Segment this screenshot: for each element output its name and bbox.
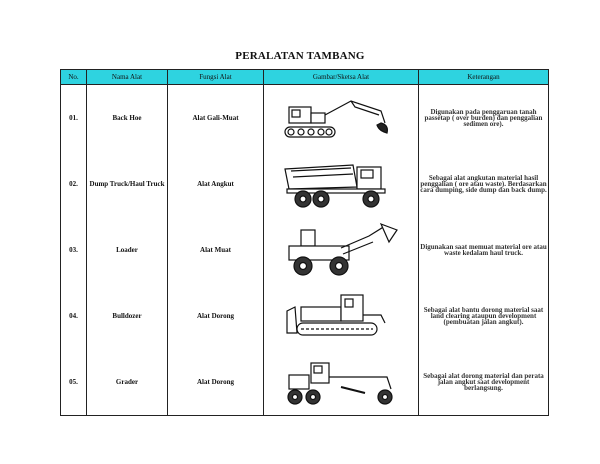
row-keterangan: Digunakan saat memuat material ore atau waste kedalam haul truck. xyxy=(419,217,549,283)
row-nama: Back Hoe xyxy=(87,85,168,152)
header-no: No. xyxy=(61,70,87,85)
header-keterangan: Keterangan xyxy=(419,70,549,85)
table-row xyxy=(61,283,549,349)
row-nama: Grader xyxy=(87,349,168,416)
dump-truck-icon xyxy=(281,159,401,209)
row-nama: Loader xyxy=(87,217,168,283)
row-no: 02. xyxy=(61,151,87,217)
row-no: 01. xyxy=(61,85,87,152)
page-title: PERALATAN TAMBANG xyxy=(235,50,365,62)
table-row xyxy=(61,151,549,217)
row-image xyxy=(264,217,419,283)
bulldozer-icon xyxy=(281,291,401,341)
row-keterangan: Digunakan pada penggaruan tanah passetap ( over burden) dan penggalian sedimen ore). xyxy=(419,85,549,152)
row-image xyxy=(264,151,419,217)
row-fungsi: Alat Gali-Muat xyxy=(168,85,264,152)
backhoe-icon xyxy=(281,93,401,143)
header-fungsi-alat: Fungsi Alat xyxy=(168,70,264,85)
grader-icon xyxy=(281,357,401,407)
row-image xyxy=(264,85,419,152)
row-image xyxy=(264,349,419,416)
row-fungsi: Alat Muat xyxy=(168,217,264,283)
header-gambar: Gambar/Sketsa Alat xyxy=(264,70,419,85)
row-fungsi: Alat Angkut xyxy=(168,151,264,217)
loader-icon xyxy=(281,222,401,278)
row-no: 05. xyxy=(61,349,87,416)
table-row xyxy=(61,85,549,152)
table-header-row xyxy=(61,70,549,85)
header-nama-alat: Nama Alat xyxy=(87,70,168,85)
row-no: 03. xyxy=(61,217,87,283)
row-fungsi: Alat Dorong xyxy=(168,349,264,416)
equipment-table xyxy=(60,69,549,416)
row-keterangan: Sebagai alat angkutan material hasil penggalian ( ore atau waste). Berdasarkan cara dumping, side dump dan back dump. xyxy=(419,151,549,217)
row-no: 04. xyxy=(61,283,87,349)
row-nama: Dump Truck/Haul Truck xyxy=(87,151,168,217)
row-keterangan: Sebagai alat dorong material dan perata jalan angkut saat development berlangsung. xyxy=(419,349,549,416)
row-keterangan: Sebagai alat bantu dorong material saat land clearing ataupun development (pembuatan jalan angkut). xyxy=(419,283,549,349)
table-row xyxy=(61,217,549,283)
row-nama: Bulldozer xyxy=(87,283,168,349)
table-row xyxy=(61,349,549,416)
row-fungsi: Alat Dorong xyxy=(168,283,264,349)
row-image xyxy=(264,283,419,349)
